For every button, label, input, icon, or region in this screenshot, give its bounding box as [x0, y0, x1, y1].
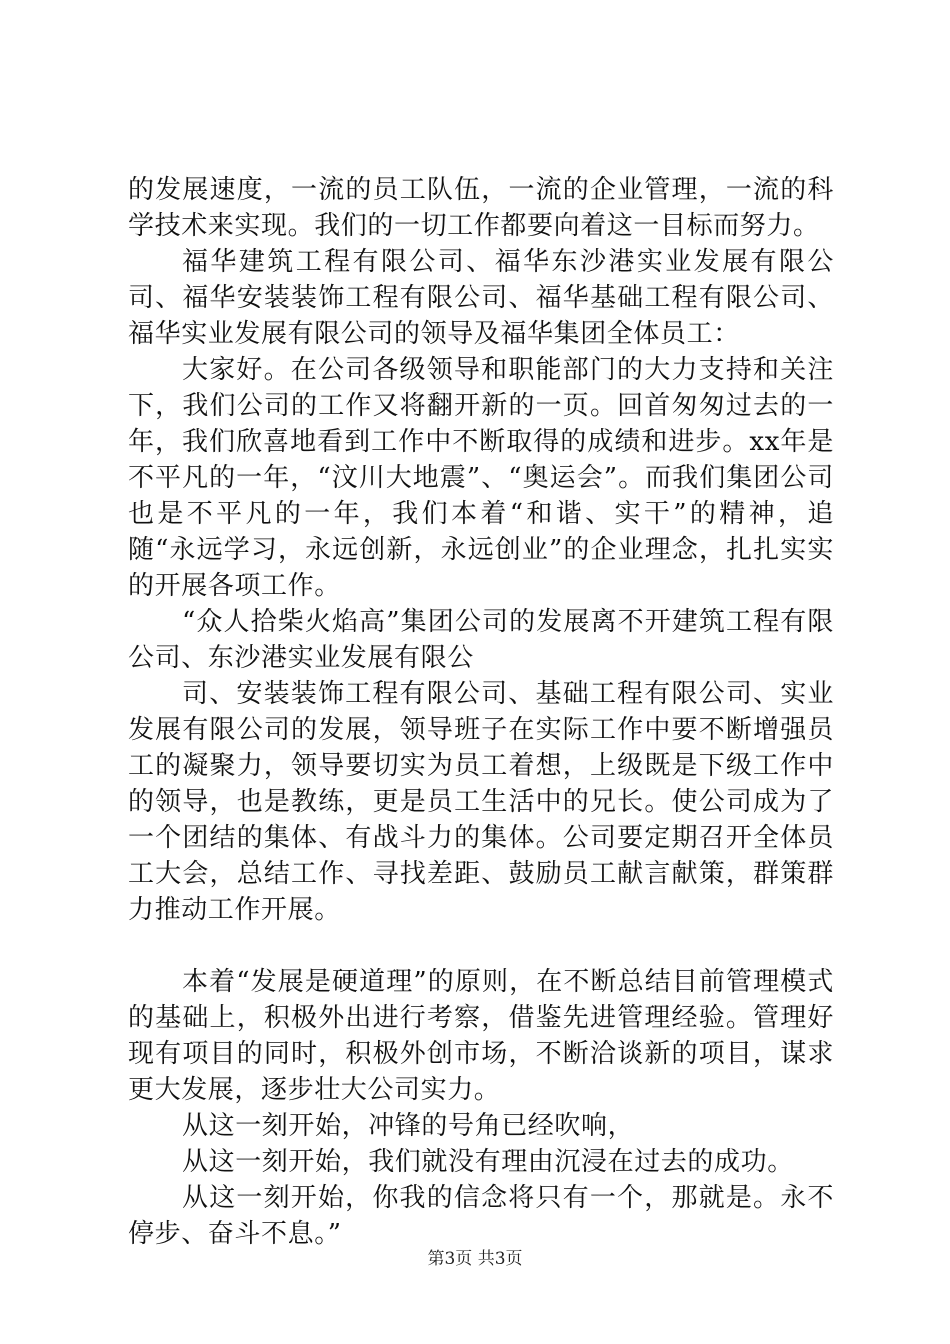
paragraph-salutation: 福华建筑工程有限公司、福华东沙港实业发展有限公司、福华安装装饰工程有限公司、福华基础工程有限公司、福华实业发展有限公司的领导及福华集团全体员工： [128, 247, 834, 349]
paragraph-greeting: 大家好。在公司各级领导和职能部门的大力支持和关注下，我们公司的工作又将翻开新的一页。回首匆匆过去的一年，我们欣喜地看到工作中不断取得的成绩和进步。xx年是不平凡的一年，“汶川大地震”、“奥运会”。而我们集团公司也是不平凡的一年，我们本着“和谐、实干”的精神，追随“永远学习，永远创新，永远创业”的企业理念，扎扎实实的开展各项工作。 [128, 355, 834, 601]
paragraph-closing-1: 从这一刻开始，冲锋的号角已经吹响， [182, 1111, 635, 1141]
paragraph-closing-2: 从这一刻开始，我们就没有理由沉浸在过去的成功。 [182, 1147, 794, 1177]
paragraph-teamwork: “众人拾柴火焰高”集团公司的发展离不开建筑工程有限公司、东沙港实业发展有限公 [128, 607, 834, 673]
paragraph-development: 本着“发展是硬道理”的原则，在不断总结目前管理模式的基础上，积极外出进行考察，借鉴先进管理经验。管理好现有项目的同时，积极外创市场，不断洽谈新的项目，谋求更大发展，逐步壮大公司实力。 [128, 967, 834, 1105]
paragraph-leadership: 司、安装装饰工程有限公司、基础工程有限公司、实业发展有限公司的发展，领导班子在实际工作中要不断增强员工的凝聚力，领导要切实为员工着想，上级既是下级工作中的领导，也是教练，更是员工生活中的兄长。使公司成为了一个团结的集体、有战斗力的集体。公司要定期召开全体员工大会，总结工作、寻找差距、鼓励员工献言献策，群策群力推动工作开展。 [128, 679, 834, 925]
page-footer: 第3页 共3页 [427, 1249, 523, 1269]
paragraph-spacer [128, 928, 834, 964]
document-body [128, 172, 834, 1252]
paragraph-continuation: 的发展速度，一流的员工队伍，一流的企业管理，一流的科学技术来实现。我们的一切工作都要向着这一目标而努力。 [128, 175, 834, 241]
paragraph-closing-3: 从这一刻开始，你我的信念将只有一个，那就是。永不停步、奋斗不息。” [128, 1183, 834, 1249]
